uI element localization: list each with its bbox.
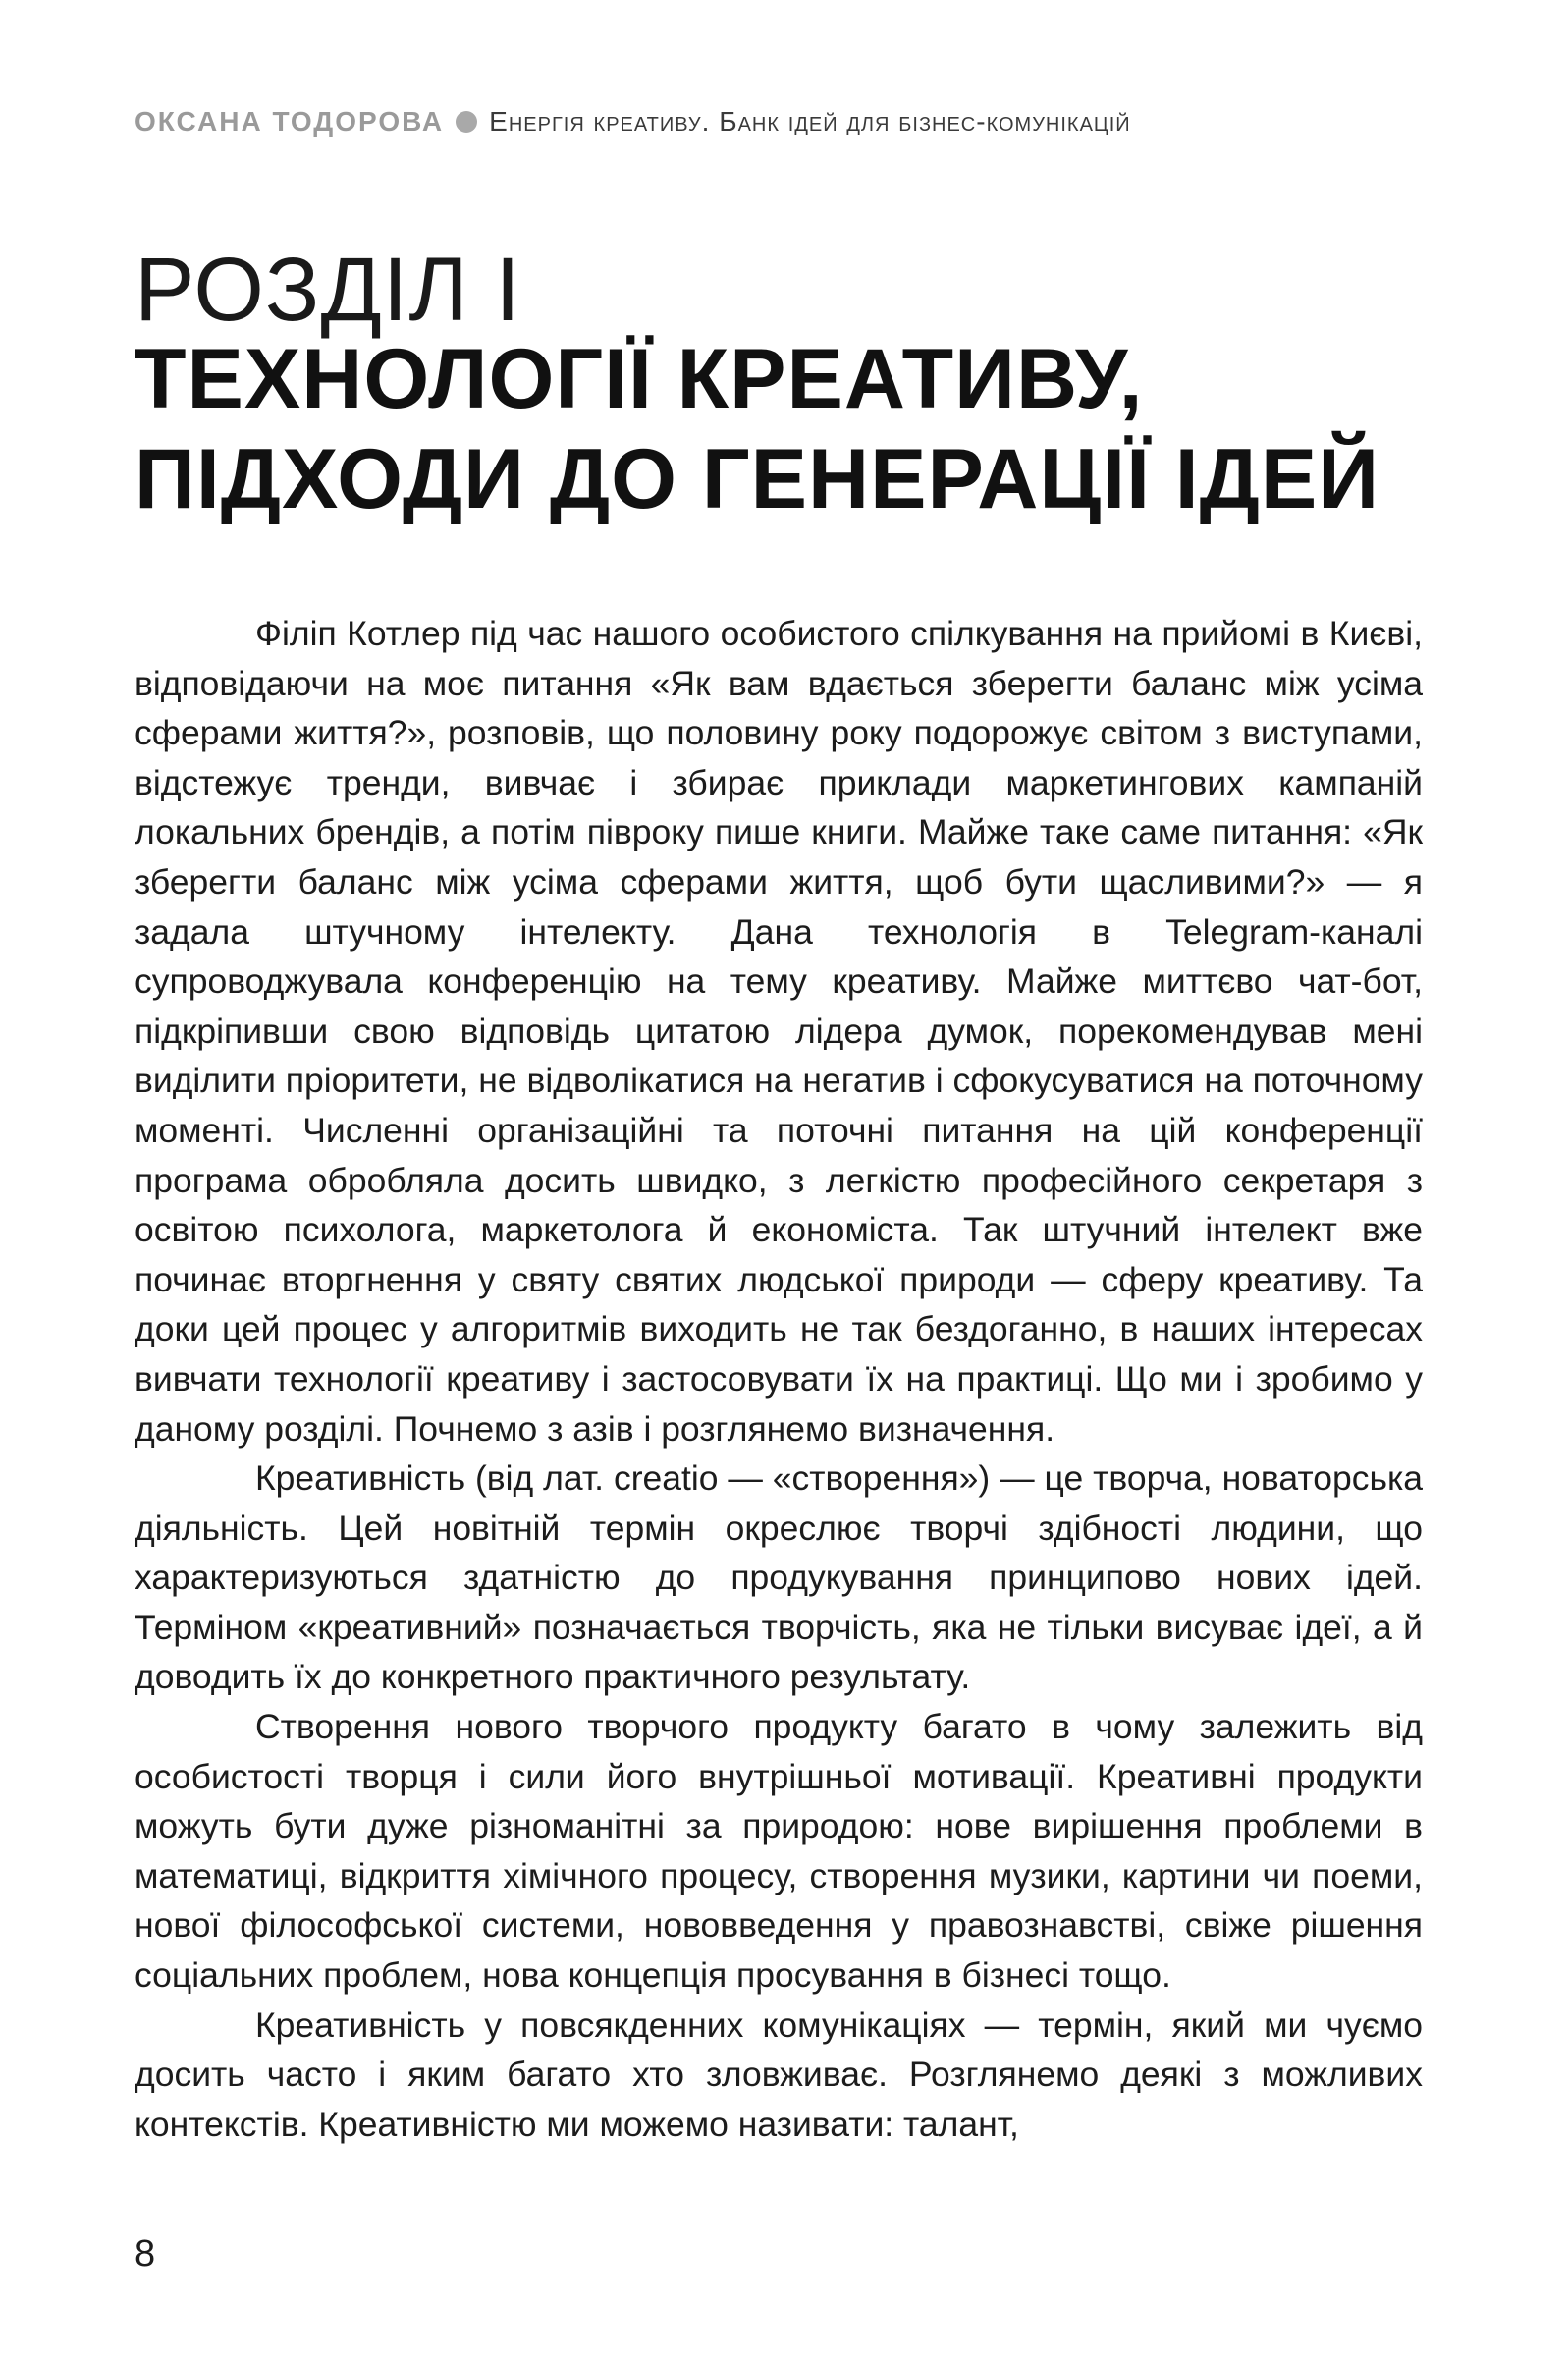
header-book-title: Енергія креативу. Банк ідей для бізнес-комунікацій: [489, 106, 1131, 137]
body-text: [135, 609, 1423, 2149]
paragraph-1: Філіп Котлер під час нашого особистого спілкування на прийомі в Києві, відповідаючи на моє питання «Як вам вдається зберегти баланс між усіма сферами життя?», розповів, що половину року подорожує світом з виступами, відстежує тренди, вивчає і збирає приклади маркетингових кампаній локальних брендів, а потім півроку пише книги. Майже таке саме питання: «Як зберегти баланс між усіма сферами життя, щоб бути щасливими?» — я задала штучному інтелекту. Дана технологія в Telegram-каналі супроводжувала конференцію на тему креативу. Майже миттєво чат-бот, підкріпивши свою відповідь цитатою лідера думок, порекомендував мені виділити пріоритети, не відволікатися на негатив і сфокусуватися на поточному моменті. Численні організаційні та поточні питання на цій конференції програма обробляла досить швидко, з легкістю професійного секретаря з освітою психолога, маркетолога й економіста. Так штучний інтелект вже починає вторгнення у святу святих людської природи — сферу креативу. Та доки цей процес у алгоритмів виходить не так бездоганно, в наших інтересах вивчати технології креативу і застосовувати їх на практиці. Що ми і зробимо у даному розділі. Почнемо з азів і розглянемо визначення.: [135, 614, 1423, 1449]
page-number: 8: [135, 2233, 156, 2275]
paragraph-4: Креативність у повсякденних комунікаціях — термін, який ми чуємо досить часто і яким багато хто зловживає. Розглянемо деякі з можливих контекстів. Креативністю ми можемо називати: талант,: [135, 2005, 1423, 2144]
header-author: ОКСАНА ТОДОРОВА: [135, 106, 445, 137]
paragraph-2: Креативність (від лат. creatio — «створення») — це творча, новаторська діяльність. Цей новітній термін окреслює творчі здібності людини, що характеризуються здатністю до продукування принципово нових ідей. Терміном «креативний» позначається творчість, яка не тільки висуває ідеї, а й доводить їх до конкретного практичного результату.: [135, 1458, 1423, 1697]
bullet-dot-icon: [456, 111, 477, 133]
running-header: [135, 102, 1431, 141]
chapter-title-line-1: ТЕХНОЛОГІЇ КРЕАТИВУ,: [135, 332, 1144, 426]
paragraph-3: Створення нового творчого продукту багато в чому залежить від особистості творця і сили його внутрішньої мотивації. Креативні продукти можуть бути дуже різноманітні за природою: нове вирішення проблеми в математиці, відкриття хімічного процесу, створення музики, картини чи поеми, нової філософської системи, нововведення у правознавстві, свіже рішення соціальних проблем, нова концепція просування в бізнесі тощо.: [135, 1707, 1423, 1996]
chapter-title-line-2: ПІДХОДИ ДО ГЕНЕРАЦІЇ ІДЕЙ: [135, 432, 1380, 526]
chapter-label: РОЗДІЛ І: [135, 240, 521, 340]
chapter-title: [135, 329, 1431, 529]
